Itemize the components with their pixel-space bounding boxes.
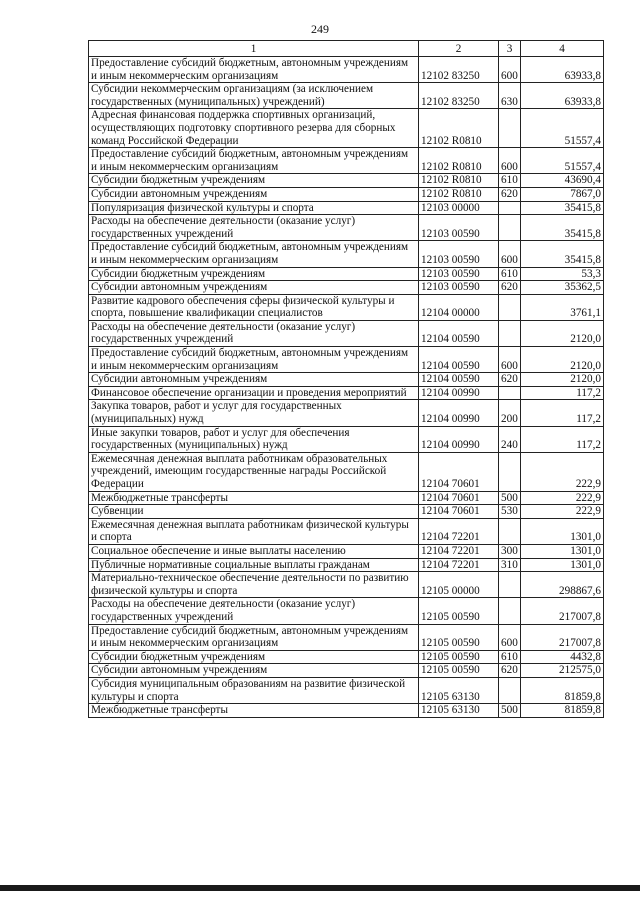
row-amount-cell: 53,3 — [521, 267, 604, 281]
row-code-cell: 12104 70601 — [419, 505, 499, 519]
row-name-cell: Расходы на обеспечение деятельности (оказание услуг) государственных учреждений — [89, 598, 419, 624]
row-code-cell: 12105 00590 — [419, 664, 499, 678]
row-type-cell: 240 — [499, 426, 521, 452]
row-type-cell: 610 — [499, 267, 521, 281]
row-type-cell — [499, 215, 521, 241]
row-code-cell: 12102 R0810 — [419, 148, 499, 174]
row-name-cell: Закупка товаров, работ и услуг для государственных (муниципальных) нужд — [89, 400, 419, 426]
row-name-cell: Предоставление субсидий бюджетным, автономным учреждениям и иным некоммерческим организациям — [89, 347, 419, 373]
row-code-cell: 12104 72201 — [419, 544, 499, 558]
table-row — [89, 201, 604, 215]
table-row — [89, 109, 604, 148]
row-amount-cell: 117,2 — [521, 386, 604, 400]
row-amount-cell: 3761,1 — [521, 294, 604, 320]
row-type-cell: 200 — [499, 400, 521, 426]
row-amount-cell: 1301,0 — [521, 544, 604, 558]
table-row — [89, 558, 604, 572]
row-name-cell: Адресная финансовая поддержка спортивных организаций, осуществляющих подготовку спортивного резерва для сборных команд Российской Федерации — [89, 109, 419, 148]
row-code-cell: 12103 00590 — [419, 281, 499, 295]
row-name-cell: Субвенции — [89, 505, 419, 519]
row-amount-cell: 2120,0 — [521, 320, 604, 346]
row-type-cell: 310 — [499, 558, 521, 572]
row-code-cell: 12105 00590 — [419, 598, 499, 624]
row-type-cell: 500 — [499, 491, 521, 505]
row-amount-cell: 81859,8 — [521, 704, 604, 718]
row-type-cell: 620 — [499, 187, 521, 201]
row-type-cell — [499, 320, 521, 346]
table-row — [89, 518, 604, 544]
row-name-cell: Субсидии автономным учреждениям — [89, 187, 419, 201]
row-code-cell: 12104 00990 — [419, 386, 499, 400]
row-name-cell: Популяризация физической культуры и спорта — [89, 201, 419, 215]
table-row — [89, 347, 604, 373]
row-amount-cell: 2120,0 — [521, 347, 604, 373]
row-amount-cell: 35415,8 — [521, 215, 604, 241]
column-header-amount: 4 — [521, 41, 604, 57]
row-name-cell: Ежемесячная денежная выплата работникам физической культуры и спорта — [89, 518, 419, 544]
row-name-cell: Субсидии автономным учреждениям — [89, 373, 419, 387]
row-type-cell: 620 — [499, 281, 521, 295]
row-name-cell: Расходы на обеспечение деятельности (оказание услуг) государственных учреждений — [89, 215, 419, 241]
row-name-cell: Субсидии автономным учреждениям — [89, 281, 419, 295]
column-header-code: 2 — [419, 41, 499, 57]
row-name-cell: Расходы на обеспечение деятельности (оказание услуг) государственных учреждений — [89, 320, 419, 346]
table-row — [89, 187, 604, 201]
table-row — [89, 572, 604, 598]
row-amount-cell: 222,9 — [521, 491, 604, 505]
table-row — [89, 281, 604, 295]
table-row — [89, 704, 604, 718]
row-name-cell: Межбюджетные трансферты — [89, 704, 419, 718]
row-type-cell: 610 — [499, 650, 521, 664]
row-amount-cell: 117,2 — [521, 400, 604, 426]
row-amount-cell: 7867,0 — [521, 187, 604, 201]
row-type-cell — [499, 201, 521, 215]
row-name-cell: Финансовое обеспечение организации и проведения мероприятий — [89, 386, 419, 400]
table-row — [89, 294, 604, 320]
row-amount-cell: 1301,0 — [521, 558, 604, 572]
row-type-cell — [499, 294, 521, 320]
table-row — [89, 83, 604, 109]
row-type-cell: 600 — [499, 241, 521, 267]
row-code-cell: 12102 83250 — [419, 83, 499, 109]
row-code-cell: 12104 00590 — [419, 373, 499, 387]
row-type-cell — [499, 109, 521, 148]
row-name-cell: Субсидии бюджетным учреждениям — [89, 267, 419, 281]
row-code-cell: 12103 00590 — [419, 241, 499, 267]
table-row — [89, 373, 604, 387]
row-type-cell: 630 — [499, 83, 521, 109]
row-code-cell: 12104 00990 — [419, 400, 499, 426]
row-type-cell: 500 — [499, 704, 521, 718]
row-amount-cell: 212575,0 — [521, 664, 604, 678]
row-amount-cell: 43690,4 — [521, 174, 604, 188]
row-name-cell: Субсидии бюджетным учреждениям — [89, 650, 419, 664]
row-amount-cell: 222,9 — [521, 452, 604, 491]
row-name-cell: Предоставление субсидий бюджетным, автономным учреждениям и иным некоммерческим организациям — [89, 148, 419, 174]
row-amount-cell: 81859,8 — [521, 677, 604, 703]
column-header-name: 1 — [89, 41, 419, 57]
table-row — [89, 491, 604, 505]
page-number: 249 — [311, 22, 329, 36]
row-type-cell: 600 — [499, 148, 521, 174]
row-amount-cell: 4432,8 — [521, 650, 604, 664]
table-row — [89, 267, 604, 281]
row-name-cell: Субсидии бюджетным учреждениям — [89, 174, 419, 188]
table-row — [89, 677, 604, 703]
column-header-type: 3 — [499, 41, 521, 57]
row-amount-cell: 222,9 — [521, 505, 604, 519]
row-type-cell: 610 — [499, 174, 521, 188]
row-type-cell — [499, 386, 521, 400]
row-code-cell: 12104 00590 — [419, 320, 499, 346]
table-row — [89, 505, 604, 519]
row-type-cell — [499, 452, 521, 491]
table-row — [89, 452, 604, 491]
table-row — [89, 624, 604, 650]
row-code-cell: 12104 72201 — [419, 558, 499, 572]
row-amount-cell: 2120,0 — [521, 373, 604, 387]
row-name-cell: Ежемесячная денежная выплата работникам образовательных учреждений, имеющим государственные награды Российской Федерации — [89, 452, 419, 491]
table-row — [89, 544, 604, 558]
row-amount-cell: 117,2 — [521, 426, 604, 452]
row-name-cell: Иные закупки товаров, работ и услуг для обеспечения государственных (муниципальных) нужд — [89, 426, 419, 452]
table-row — [89, 650, 604, 664]
table-row — [89, 320, 604, 346]
row-type-cell — [499, 677, 521, 703]
row-name-cell: Предоставление субсидий бюджетным, автономным учреждениям и иным некоммерческим организациям — [89, 241, 419, 267]
row-code-cell: 12105 63130 — [419, 677, 499, 703]
row-amount-cell: 35415,8 — [521, 201, 604, 215]
row-amount-cell: 1301,0 — [521, 518, 604, 544]
row-code-cell: 12105 00590 — [419, 624, 499, 650]
table-row — [89, 386, 604, 400]
table-row — [89, 57, 604, 83]
row-type-cell — [499, 518, 521, 544]
row-code-cell: 12103 00000 — [419, 201, 499, 215]
row-code-cell: 12104 00990 — [419, 426, 499, 452]
row-type-cell: 300 — [499, 544, 521, 558]
table-row — [89, 400, 604, 426]
row-name-cell: Межбюджетные трансферты — [89, 491, 419, 505]
row-name-cell: Развитие кадрового обеспечения сферы физической культуры и спорта, повышение квалификации специалистов — [89, 294, 419, 320]
row-amount-cell: 63933,8 — [521, 57, 604, 83]
row-code-cell: 12105 00590 — [419, 650, 499, 664]
row-amount-cell: 51557,4 — [521, 109, 604, 148]
row-code-cell: 12102 R0810 — [419, 109, 499, 148]
table-row — [89, 148, 604, 174]
row-name-cell: Предоставление субсидий бюджетным, автономным учреждениям и иным некоммерческим организациям — [89, 57, 419, 83]
row-type-cell: 620 — [499, 373, 521, 387]
table-row — [89, 174, 604, 188]
budget-table — [88, 40, 604, 718]
row-type-cell: 620 — [499, 664, 521, 678]
row-code-cell: 12102 83250 — [419, 57, 499, 83]
table-row — [89, 241, 604, 267]
row-amount-cell: 63933,8 — [521, 83, 604, 109]
table-row — [89, 598, 604, 624]
row-amount-cell: 217007,8 — [521, 624, 604, 650]
row-code-cell: 12105 00000 — [419, 572, 499, 598]
row-name-cell: Материально-техническое обеспечение деятельности по развитию физической культуры и спорта — [89, 572, 419, 598]
row-code-cell: 12104 00590 — [419, 347, 499, 373]
row-code-cell: 12104 72201 — [419, 518, 499, 544]
row-type-cell: 600 — [499, 347, 521, 373]
row-name-cell: Предоставление субсидий бюджетным, автономным учреждениям и иным некоммерческим организациям — [89, 624, 419, 650]
row-amount-cell: 217007,8 — [521, 598, 604, 624]
row-type-cell: 530 — [499, 505, 521, 519]
row-code-cell: 12103 00590 — [419, 215, 499, 241]
row-code-cell: 12104 70601 — [419, 491, 499, 505]
row-type-cell — [499, 598, 521, 624]
row-amount-cell: 51557,4 — [521, 148, 604, 174]
row-code-cell: 12104 00000 — [419, 294, 499, 320]
row-code-cell: 12103 00590 — [419, 267, 499, 281]
row-code-cell: 12102 R0810 — [419, 187, 499, 201]
row-name-cell: Социальное обеспечение и иные выплаты населению — [89, 544, 419, 558]
row-name-cell: Субсидии автономным учреждениям — [89, 664, 419, 678]
row-amount-cell: 35362,5 — [521, 281, 604, 295]
row-amount-cell: 35415,8 — [521, 241, 604, 267]
row-type-cell: 600 — [499, 624, 521, 650]
row-type-cell: 600 — [499, 57, 521, 83]
bottom-rule — [0, 885, 640, 891]
table-row — [89, 426, 604, 452]
row-type-cell — [499, 572, 521, 598]
row-name-cell: Публичные нормативные социальные выплаты гражданам — [89, 558, 419, 572]
row-amount-cell: 298867,6 — [521, 572, 604, 598]
row-code-cell: 12104 70601 — [419, 452, 499, 491]
header-row — [89, 41, 604, 57]
row-name-cell: Субсидия муниципальным образованиям на развитие физической культуры и спорта — [89, 677, 419, 703]
table-row — [89, 215, 604, 241]
row-name-cell: Субсидии некоммерческим организациям (за исключением государственных (муниципальных) учреждений) — [89, 83, 419, 109]
row-code-cell: 12105 63130 — [419, 704, 499, 718]
row-code-cell: 12102 R0810 — [419, 174, 499, 188]
table-row — [89, 664, 604, 678]
